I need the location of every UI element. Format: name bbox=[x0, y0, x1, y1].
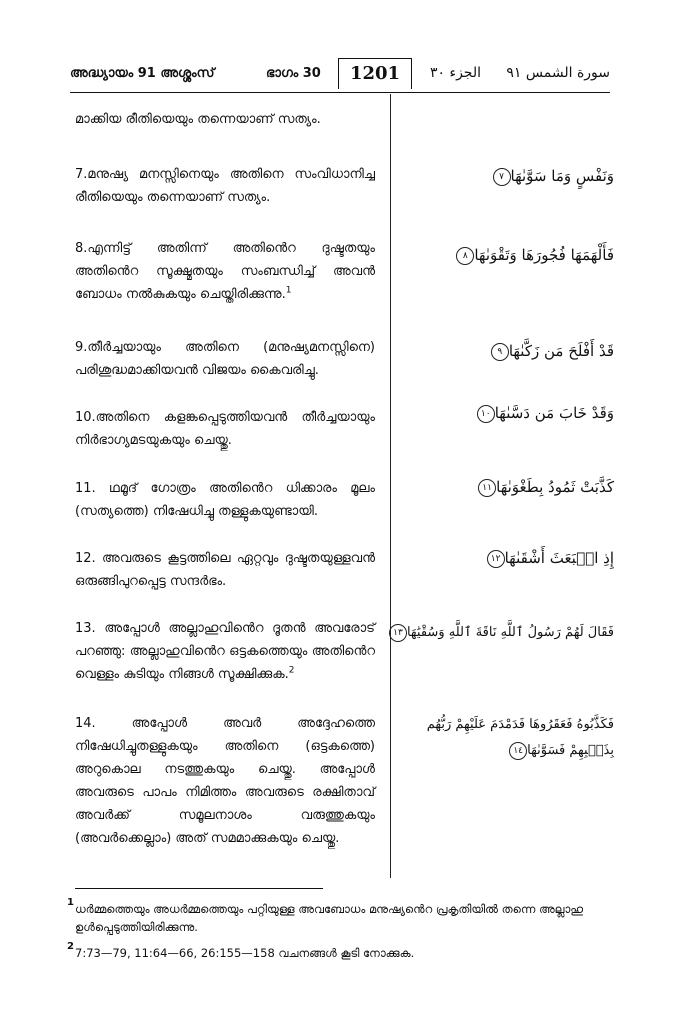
verse-arabic bbox=[409, 545, 614, 571]
verse-text: 13. അപ്പോൾ അല്ലാഹുവിൻെറ ദൂതൻ അവരോട് പറഞ്ഞു: അല്ലാഹുവിൻെറ ഒട്ടകത്തെയും അതിൻെറ വെള്ളം കുടിയും നിങ്ങൾ സൂക്ഷിക്കുക. bbox=[75, 621, 375, 682]
ayah-number-marker: ١٠ bbox=[477, 405, 495, 423]
verse-translation bbox=[75, 163, 375, 209]
footnote-ref: 1 bbox=[285, 285, 292, 296]
footnote bbox=[67, 941, 615, 962]
arabic-text: فَكَذَّبُوهُ فَعَقَرُوهَا فَدَمْدَمَ عَلَيْهِمْ رَبُّهُم bbox=[426, 717, 614, 732]
juz-label: ഭാഗം 30 bbox=[266, 66, 321, 81]
arabic-text: فَأَلْهَمَهَا فُجُورَهَا وَتَقْوَىٰهَا bbox=[474, 246, 614, 264]
verse-text: 9.തീർച്ചയായും അതിനെ (മനുഷ്യമനസ്സിനെ) പരിശുദ്ധമാക്കിയവൻ വിജയം കൈവരിച്ചു. bbox=[75, 340, 375, 378]
ayah-number-marker: ١١ bbox=[478, 479, 496, 497]
verse-translation bbox=[75, 547, 375, 593]
chapter-title: അദ്ധ്യായം 91 അശ്ശംസ് bbox=[70, 66, 215, 81]
verse-text: 11. ഥമൂദ് ഗോത്രം അതിൻെറ ധിക്കാരം മൂലം (സത്യത്തെ) നിഷേധിച്ചു തള്ളുകയുണ്ടായി. bbox=[75, 481, 375, 519]
verse-arabic bbox=[409, 400, 614, 426]
arabic-text: إِذِ انۢبَعَثَ أَشْقَىٰهَا bbox=[504, 549, 614, 567]
verse-translation bbox=[75, 477, 375, 523]
ayah-number-marker: ١٣ bbox=[389, 624, 407, 642]
footnote-text: 7:73—79, 11:64—66, 26:155—158 വചനങ്ങൾ കൂടി നോക്കുക. bbox=[75, 946, 415, 960]
verse-text: 10.അതിനെ കളങ്കപ്പെടുത്തിയവൻ തീർച്ചയായും നിർഭാഗ്യമടയുകയും ചെയ്തു. bbox=[75, 410, 375, 448]
verse-translation bbox=[75, 406, 375, 452]
verse-text: 7.മനുഷ്യ മനസ്സിനെയും അതിനെ സംവിധാനിച്ച രീതിയെയും തന്നെയാണ് സത്യം. bbox=[75, 167, 375, 205]
footnote-text: ധർമ്മത്തെയും അധർമ്മത്തെയും പറ്റിയുള്ള അവബോധം മനുഷ്യൻെറ പ്രകൃതിയിൽ തന്നെ അല്ലാഹു ഉൾപ്പെടുത്തിയിരിക്കുന്നു. bbox=[75, 902, 584, 934]
footnote-number: 1 bbox=[67, 897, 74, 908]
ayah-number-marker: ١٢ bbox=[487, 550, 505, 568]
verse-text: 12. അവരുടെ കൂട്ടത്തിലെ ഏറ്റവും ദുഷ്ടതയുള്ളവൻ ഒരുങ്ങിപുറപ്പെട്ട സന്ദർഭം. bbox=[75, 551, 375, 589]
verse-translation bbox=[75, 108, 375, 131]
arabic-text: كَذَّبَتْ ثَمُودُ بِطَغْوَىٰهَا bbox=[496, 478, 614, 496]
verse-text: 8.എന്നിട്ട് അതിന്ന് അതിൻെറ ദുഷ്ടതയും അതിൻെറ സൂക്ഷ്മതയും സംബന്ധിച്ച് അവൻ ബോധം നൽകുകയും ചെയ്തിരിക്കുന്നു. bbox=[75, 241, 375, 302]
verse-text: 14. അപ്പോൾ അവർ അദ്ദേഹത്തെ നിഷേധിച്ചുതള്ളുകയും അതിനെ (ഒട്ടകത്തെ) അറുകൊല നടത്തുകയും ചെയ്തു. അപ്പോൾ അവരുടെ പാപം നിമിത്തം അവരുടെ രക്ഷിതാവ് അവർക്ക് സമൂലനാശം വരുത്തുകയും (അവർക്കെല്ലാം) അത് സമമാക്കുകയും ചെയ്തു. bbox=[75, 716, 375, 846]
footnote-number: 2 bbox=[67, 941, 74, 952]
arabic-text: قَدْ أَفْلَحَ مَن زَكَّىٰهَا bbox=[508, 342, 614, 360]
header-divider bbox=[70, 92, 610, 93]
arabic-text-line-2: بِذَنۢبِهِمْ فَسَوَّىٰهَا bbox=[527, 743, 614, 758]
verse-translation bbox=[75, 336, 375, 382]
arabic-text: وَقَدْ خَابَ مَن دَسَّىٰهَا bbox=[494, 404, 614, 422]
footnote-ref: 2 bbox=[288, 665, 295, 676]
ayah-number-marker: ٩ bbox=[491, 343, 509, 361]
juz-arabic: الجزء ٣٠ bbox=[430, 65, 481, 81]
verse-arabic bbox=[354, 712, 614, 764]
footnote-divider bbox=[75, 888, 323, 889]
footnote bbox=[67, 897, 615, 936]
verse-arabic bbox=[409, 338, 614, 364]
ayah-number-marker: ١٤ bbox=[509, 742, 527, 760]
arabic-text: فَقَالَ لَهُمْ رَسُولُ ٱللَّهِ نَاقَةَ ٱللَّهِ وَسُقْيَٰهَا bbox=[406, 625, 614, 640]
verse-arabic bbox=[354, 620, 614, 646]
verse-translation bbox=[75, 712, 375, 850]
verse-text: മാക്കിയ രീതിയെയും തന്നെയാണ് സത്യം. bbox=[75, 112, 321, 127]
arabic-text: وَنَفْسٍ وَمَا سَوَّىٰهَا bbox=[510, 167, 614, 185]
verse-translation bbox=[75, 617, 375, 686]
ayah-number-marker: ٨ bbox=[456, 247, 474, 265]
page-number: 1201 bbox=[338, 58, 412, 89]
verse-arabic bbox=[409, 242, 614, 268]
verse-arabic bbox=[409, 163, 614, 189]
ayah-number-marker: ٧ bbox=[493, 168, 511, 186]
page-header bbox=[70, 58, 610, 92]
verse-arabic bbox=[409, 474, 614, 500]
sura-arabic-title: سورة الشمس ٩١ bbox=[506, 65, 610, 81]
verse-translation bbox=[75, 237, 375, 306]
